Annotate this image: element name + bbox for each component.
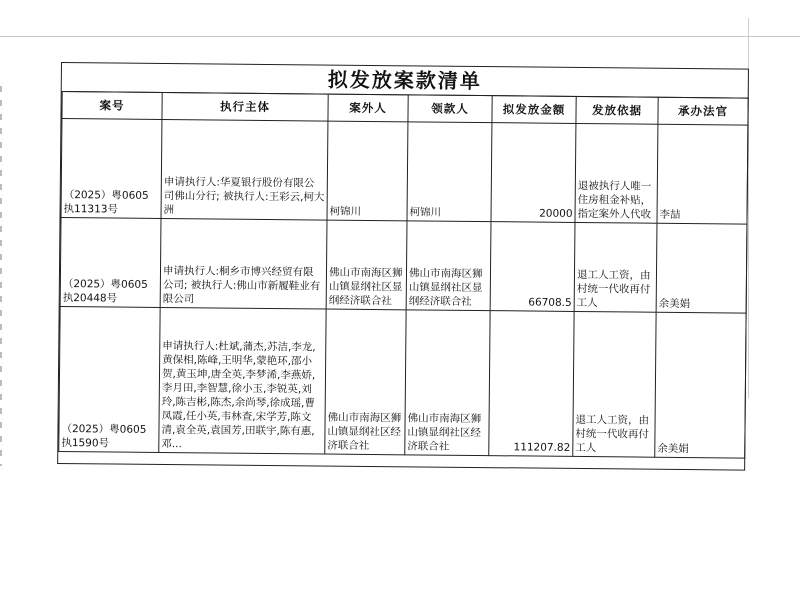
- cell-subject: 申请执行人:桐乡市博兴经贸有限公司; 被执行人:佛山市新履鞋业有限公司: [160, 218, 327, 309]
- cell-subject: 申请执行人:华夏银行股份有限公司佛山分行; 被执行人:王彩云,柯大洲: [161, 119, 328, 220]
- cell-basis: 退被执行人唯一住房租金补贴，指定案外人代收: [575, 123, 658, 223]
- column-header-judge: 承办法官: [658, 97, 748, 125]
- cell-amount: 111207.82: [489, 311, 574, 457]
- scan-edge-top: [0, 0, 800, 37]
- document-title: 拟发放案款清单: [62, 63, 748, 99]
- table-row: [60, 218, 747, 314]
- cell-outsider: 佛山市南海区狮山镇显纲社区经济联合社: [325, 309, 406, 455]
- column-header-basis: 发放依据: [576, 96, 658, 124]
- column-header-payee: 领款人: [408, 95, 492, 123]
- cell-basis: 退工人工资，由村统一代收再付工人: [574, 222, 657, 312]
- cell-amount: 66708.5: [490, 222, 575, 312]
- cell-case-no: （2025）粤0605执20448号: [60, 218, 161, 308]
- cell-amount: 20000: [491, 123, 576, 223]
- column-header-subject: 执行主体: [162, 92, 328, 121]
- column-header-amount: 拟发放金额: [492, 96, 576, 124]
- table-row: [61, 119, 748, 225]
- scan-edge-left: [0, 86, 2, 466]
- cell-case-no: （2025）粤0605执1590号: [59, 307, 160, 453]
- cell-payee: 佛山市南海区狮山镇显纲社区经济联合社: [405, 310, 490, 456]
- column-header-case-no: 案号: [62, 92, 162, 120]
- cell-judge: 余美娟: [655, 312, 746, 458]
- table-row: [59, 307, 746, 459]
- cell-outsider: 柯锦川: [327, 121, 408, 221]
- cell-payee: 佛山市南海区狮山镇显纲社区显纲经济联合社: [406, 221, 491, 311]
- cell-payee: 柯锦川: [407, 122, 492, 222]
- cell-case-no: （2025）粤0605执11313号: [61, 119, 162, 219]
- payout-table: [58, 91, 748, 459]
- cell-subject: 申请执行人:杜斌,蒲杰,苏洁,李龙,黄保相,陈峰,王明华,蒙艳环,邵小贺,黄玉坤,唐全英,李梦浠,李燕娇,李月田,李智慧,徐小玉,李锐英,刘玲,陈吉彬,陈杰,余尚琴,徐成瑶,曹凤霞,任小英,韦林查,宋学芳,陈文清,袁全英,袁国芳,田联宇,陈有惠,邓...: [159, 307, 326, 454]
- cell-judge: 余美娟: [656, 223, 747, 313]
- cell-judge: 李喆: [657, 124, 748, 224]
- cell-basis: 退工人工资，由村统一代收再付工人: [573, 311, 656, 457]
- column-header-outsider: 案外人: [328, 94, 408, 122]
- cell-outsider: 佛山市南海区狮山镇显纲社区显纲经济联合社: [326, 220, 407, 310]
- payout-list-document: [57, 62, 749, 471]
